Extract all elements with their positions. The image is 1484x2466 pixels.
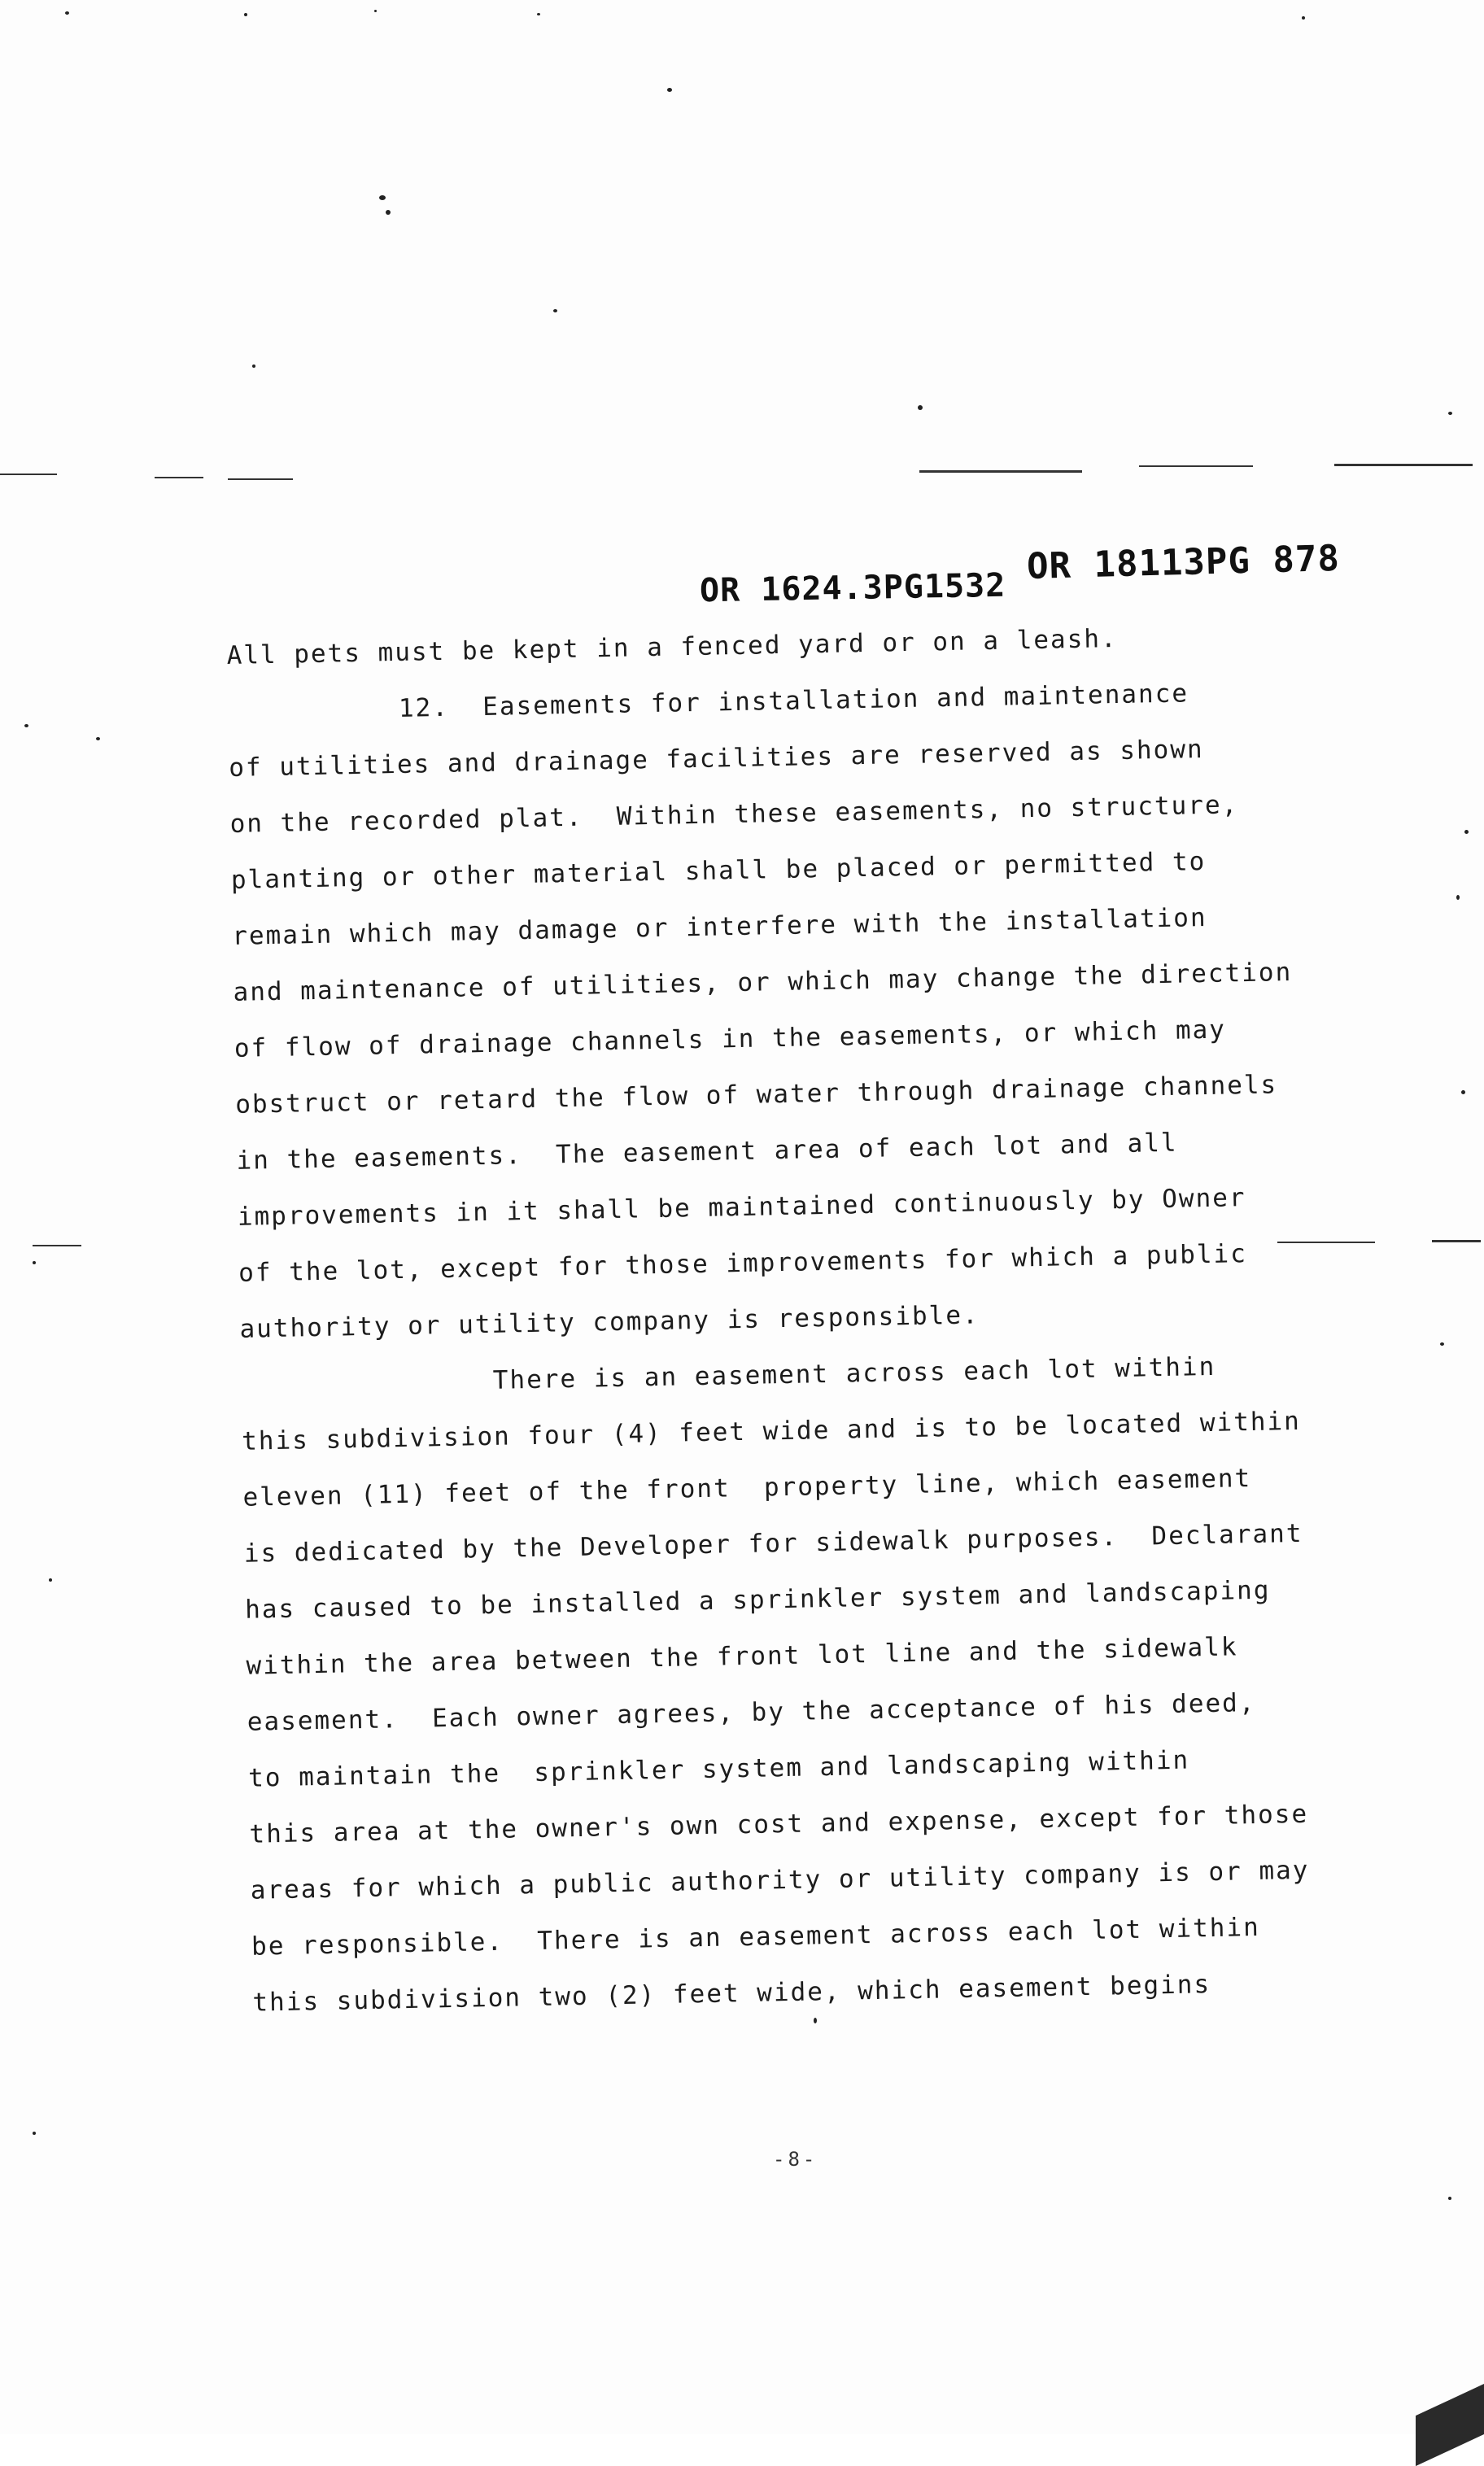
text-line: has caused to be installed a sprinkler system and landscaping: [244, 1575, 1271, 1625]
text-line: of the lot, except for those improvements for which a public: [238, 1239, 1248, 1288]
scan-artifact-line: [228, 478, 293, 480]
scan-speck: [1448, 2197, 1451, 2200]
text-line: this subdivision two (2) feet wide, which easement begins: [252, 1970, 1211, 2018]
text-line: All pets must be kept in a fenced yard or on a leash.: [226, 623, 1118, 670]
text-line: authority or utility company is responsible.: [239, 1300, 980, 1344]
scan-speck: [24, 724, 28, 727]
scan-speck: [1302, 16, 1305, 20]
scan-speck: [379, 195, 386, 200]
text-line: is dedicated by the Developer for sidewalk purposes. Declarant: [243, 1518, 1303, 1569]
document-body: [226, 607, 1360, 2032]
text-line: be responsible. There is an easement across each lot within: [251, 1912, 1261, 1962]
text-line: and maintenance of utilities, or which may change the direction: [233, 957, 1293, 1007]
scan-speck: [1461, 1090, 1465, 1094]
recording-stamp-left: OR 1624.3PG1532: [699, 566, 1006, 610]
text-line: in the easements. The easement area of each lot and all: [236, 1128, 1178, 1176]
scan-artifact-line: [155, 477, 203, 478]
scan-speck: [1448, 412, 1452, 415]
scan-speck: [553, 309, 557, 312]
scan-speck: [1464, 830, 1469, 834]
scan-speck: [1440, 1342, 1444, 1346]
scan-speck: [918, 405, 923, 410]
text-line: remain which may damage or interfere with the installation: [231, 902, 1207, 951]
text-line: to maintain the sprinkler system and landscaping within: [247, 1745, 1190, 1793]
text-line: obstruct or retard the flow of water through drainage channels: [234, 1070, 1278, 1120]
scan-speck: [386, 210, 391, 215]
text-line: eleven (11) feet of the front property line, which easement: [242, 1464, 1252, 1512]
text-line: of flow of drainage channels in the easements, or which may: [234, 1015, 1227, 1063]
text-line: this area at the owner's own cost and expense, except for those: [249, 1799, 1309, 1849]
scan-speck: [252, 364, 255, 368]
scan-speck: [537, 13, 540, 15]
text-line: areas for which a public authority or utility company is or may: [250, 1855, 1310, 1905]
text-line: planting or other material shall be placed or permitted to: [230, 846, 1207, 895]
text-line: within the area between the front lot line and the sidewalk: [246, 1632, 1238, 1681]
scan-corner-artifact: [1416, 2384, 1484, 2466]
scan-speck: [49, 1578, 52, 1582]
text-line: on the recorded plat. Within these easements, no structure,: [229, 790, 1239, 839]
scan-speck: [65, 11, 69, 15]
scan-speck: [1456, 895, 1460, 900]
scan-speck: [33, 1261, 36, 1264]
text-line: There is an easement across each lot within: [492, 1351, 1216, 1395]
scan-speck: [244, 13, 247, 16]
scan-artifact-line: [0, 474, 57, 475]
text-line: this subdivision four (4) feet wide and is to be located within: [241, 1406, 1302, 1456]
text-line: easement. Each owner agrees, by the acceptance of his deed,: [247, 1687, 1256, 1737]
text-line: 12. Easements for installation and maintenance: [398, 679, 1189, 723]
scan-artifact-line: [1334, 464, 1473, 466]
scan-speck: [33, 2132, 36, 2135]
scan-artifact-line: [919, 470, 1082, 473]
scan-artifact-line: [1139, 465, 1253, 467]
scan-artifact-line: [33, 1245, 81, 1246]
scan-speck: [667, 88, 672, 92]
page-number: -8-: [773, 2148, 818, 2171]
scan-artifact-line: [1432, 1240, 1481, 1242]
text-line: improvements in it shall be maintained continuously by Owner: [237, 1183, 1246, 1232]
text-line: of utilities and drainage facilities are reserved as shown: [228, 734, 1204, 783]
scan-speck: [96, 737, 100, 740]
recording-stamp-right: OR 18113PG 878: [1026, 537, 1341, 588]
scan-speck: [374, 10, 377, 12]
